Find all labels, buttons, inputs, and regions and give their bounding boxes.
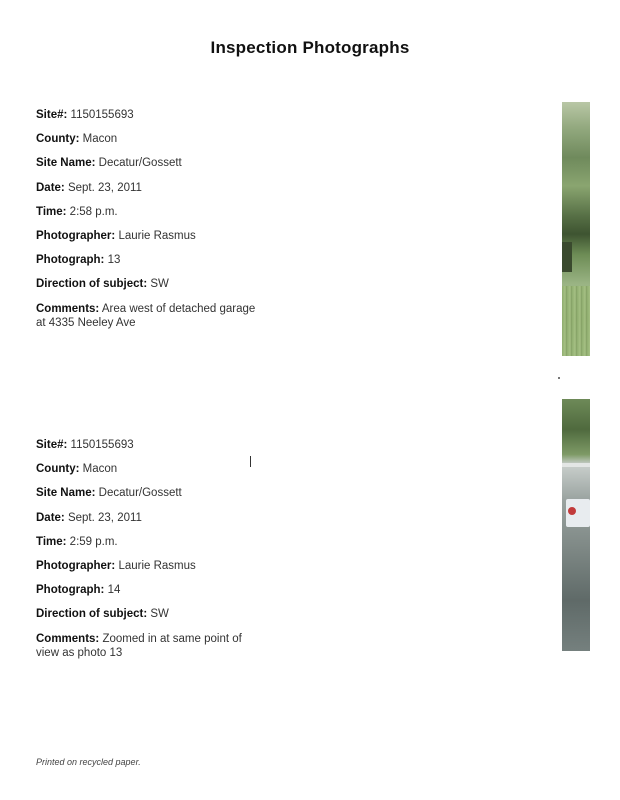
page-title: Inspection Photographs (210, 38, 410, 57)
site-name-value: Decatur/Gossett (98, 157, 182, 170)
photograph-number-value: 14 (107, 584, 121, 597)
photographer-value: Laurie Rasmus (118, 559, 196, 572)
recycled-paper-note: Printed on recycled paper. (36, 757, 141, 767)
time-value: 2:59 p.m. (69, 535, 118, 548)
photographer-field (36, 559, 266, 583)
county-label: County: (36, 463, 80, 476)
photograph-number-field (36, 253, 266, 277)
direction-field (36, 607, 266, 631)
photo-record-14 (36, 438, 266, 660)
text-cursor-mark (250, 456, 251, 467)
comments-field (36, 632, 266, 660)
direction-value: SW (150, 278, 169, 291)
county-label: County: (36, 133, 80, 146)
direction-field (36, 277, 266, 301)
photo-grass-area (562, 286, 590, 356)
time-label: Time: (36, 205, 67, 218)
photographer-value: Laurie Rasmus (118, 229, 196, 242)
comments-value: Zoomed in at same point of view as photo 13 (36, 632, 242, 659)
date-field (36, 181, 266, 205)
photographer-field (36, 229, 266, 253)
comments-value: Area west of detached garage at 4335 Neeley Ave (36, 302, 256, 329)
inspection-photo-13 (562, 102, 590, 356)
county-value: Macon (82, 133, 118, 146)
photo-record-13 (36, 108, 266, 330)
site-number-value: 1150155693 (70, 439, 134, 451)
inspection-photo-14 (562, 399, 590, 651)
direction-label: Direction of subject: (36, 278, 148, 291)
time-field (36, 205, 266, 229)
site-name-label: Site Name: (36, 487, 96, 500)
direction-label: Direction of subject: (36, 608, 148, 621)
site-number-value: 1150155693 (70, 109, 134, 121)
site-number-field (36, 108, 266, 132)
date-value: Sept. 23, 2011 (67, 181, 142, 194)
photograph-number-label: Photograph: (36, 254, 105, 267)
photographer-label: Photographer: (36, 559, 116, 572)
photograph-number-value: 13 (107, 254, 121, 267)
site-number-label: Site#: (36, 439, 68, 451)
date-label: Date: (36, 181, 65, 194)
site-name-field (36, 156, 266, 180)
photograph-number-field (36, 583, 266, 607)
county-field (36, 462, 266, 486)
date-field (36, 511, 266, 535)
date-value: Sept. 23, 2011 (67, 511, 142, 524)
time-value: 2:58 p.m. (69, 205, 118, 218)
site-name-value: Decatur/Gossett (98, 487, 182, 500)
site-number-label: Site#: (36, 109, 68, 121)
photo-sign-logo (568, 507, 576, 515)
photo-container-lid (562, 463, 590, 467)
county-field (36, 132, 266, 156)
site-number-field (36, 438, 266, 462)
site-name-label: Site Name: (36, 157, 96, 170)
comments-label: Comments: (36, 302, 100, 315)
comments-label: Comments: (36, 632, 100, 645)
direction-value: SW (150, 608, 169, 621)
photographer-label: Photographer: (36, 229, 116, 242)
comments-field (36, 302, 266, 330)
photo-shadow-detail (562, 242, 572, 272)
time-label: Time: (36, 535, 67, 548)
photograph-number-label: Photograph: (36, 584, 105, 597)
scan-speck (558, 377, 560, 379)
county-value: Macon (82, 463, 118, 476)
time-field (36, 535, 266, 559)
date-label: Date: (36, 511, 65, 524)
site-name-field (36, 486, 266, 510)
